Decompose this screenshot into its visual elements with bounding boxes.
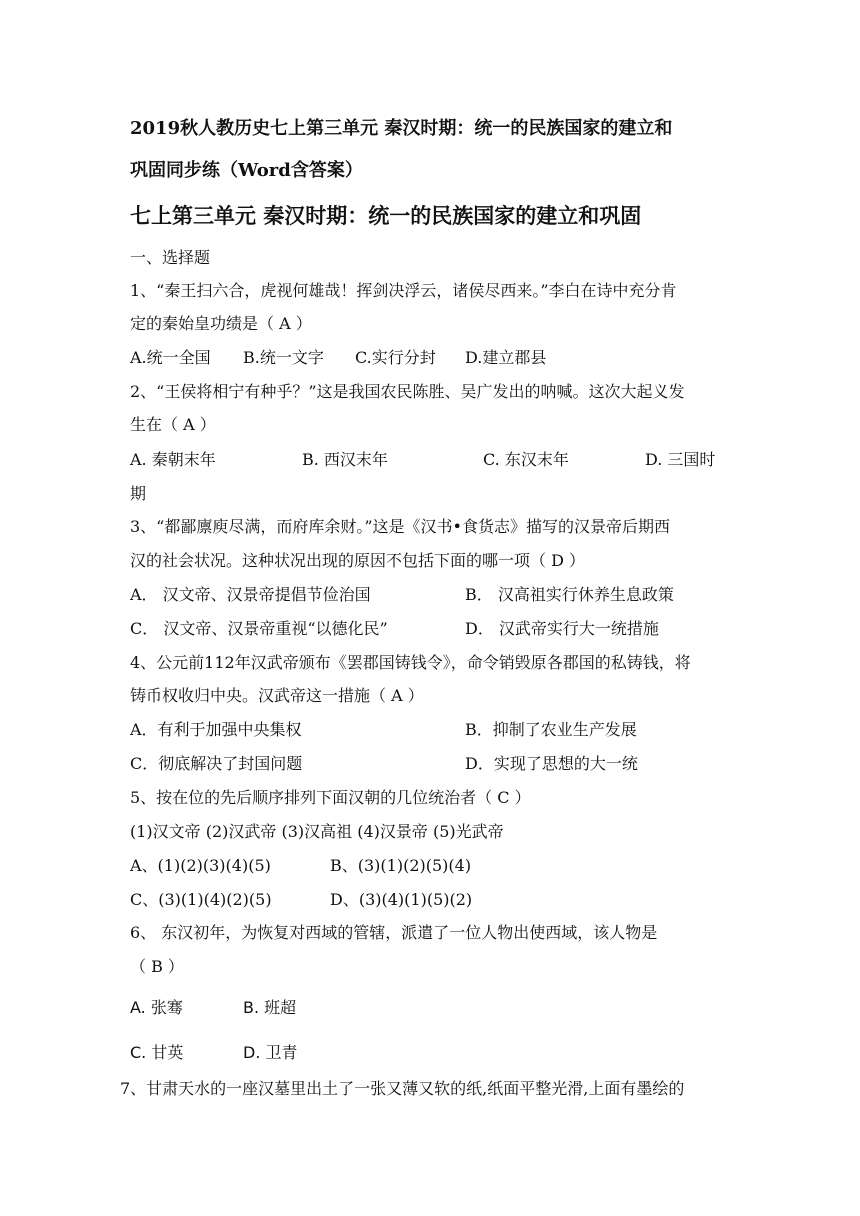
q2-option-d-continued: 期 [130,484,147,503]
q4-option-c: C．彻底解决了封国问题 [130,754,303,773]
q3-stem-line-2: 汉的社会状况。这种状况出现的原因不包括下面的哪一项（ D ） [130,551,586,570]
q1-option-b: B.统一文字 [243,348,324,367]
q5-stem-line-1: 5、按在位的先后顺序排列下面汉朝的几位统治者（ C ） [130,788,531,807]
q4-option-b: B．抑制了农业生产发展 [465,720,637,739]
q1-option-d: D.建立郡县 [465,348,547,367]
document-title-line-2: 巩固同步练（Word含答案） [130,160,363,181]
q2-option-a: A. 秦朝末年 [130,450,216,469]
q2-stem-line-2: 生在（ A ） [130,415,216,434]
q6-option-c: C. 甘英 [130,1043,184,1062]
q4-stem-line-1: 4、公元前112年汉武帝颁布《罢郡国铸钱令》，命令销毁原各郡国的私铸钱，将 [130,653,691,672]
q3-option-d: D． 汉武帝实行大一统措施 [465,619,659,638]
q5-option-b: B、(3)(1)(2)(5)(4) [330,856,472,875]
q3-stem-line-1: 3、“都鄙廪庾尽满，而府库余财。”这是《汉书•食货志》描写的汉景帝后期西 [130,517,670,536]
document-subtitle: 七上第三单元 秦汉时期：统一的民族国家的建立和巩固 [130,203,642,228]
q4-option-d: D．实现了思想的大一统 [465,754,638,773]
q6-option-d: D. 卫青 [243,1043,298,1062]
q4-option-a: A．有利于加强中央集权 [130,720,302,739]
q2-option-c: C. 东汉末年 [483,450,569,469]
q6-stem-line-1: 6、 东汉初年，为恢复对西域的管辖，派遣了一位人物出使西域，该人物是 [130,923,658,942]
q5-rulers-list: (1)汉文帝 (2)汉武帝 (3)汉高祖 (4)汉景帝 (5)光武帝 [130,822,504,841]
q1-option-a: A.统一全国 [130,348,211,367]
q5-option-c: C、(3)(1)(4)(2)(5) [130,890,272,909]
q5-option-d: D、(3)(4)(1)(5)(2) [330,890,473,909]
q6-stem-line-2: （ B ） [130,957,184,976]
section-heading: 一、选择题 [130,248,211,267]
q4-stem-line-2: 铸币权收归中央。汉武帝这一措施（ A ） [130,686,424,705]
q2-option-d: D. 三国时 [645,450,716,469]
q1-option-c: C.实行分封 [355,348,436,367]
q1-stem-line-1: 1、“秦王扫六合，虎视何雄哉！挥剑决浮云，诸侯尽西来。”李白在诗中充分肯 [130,281,677,300]
q3-option-a: A． 汉文帝、汉景帝提倡节俭治国 [130,585,371,604]
q5-option-a: A、(1)(2)(3)(4)(5) [130,856,271,875]
q6-option-a: A. 张骞 [130,998,183,1017]
q3-option-b: B． 汉高祖实行休养生息政策 [465,585,674,604]
q1-stem-line-2: 定的秦始皇功绩是（ A ） [130,314,312,333]
q3-option-c: C． 汉文帝、汉景帝重视“以德化民” [130,619,388,638]
q2-stem-line-1: 2、“王侯将相宁有种乎？”这是我国农民陈胜、吴广发出的呐喊。这次大起义发 [130,382,685,401]
q2-option-b: B. 西汉末年 [302,450,388,469]
q6-option-b: B. 班超 [243,998,297,1017]
q7-stem-line-1: 7、甘肃天水的一座汉墓里出土了一张又薄又软的纸,纸面平整光滑,上面有墨绘的 [120,1079,685,1098]
document-title-line-1: 2019秋人教历史七上第三单元 秦汉时期：统一的民族国家的建立和 [130,118,673,139]
